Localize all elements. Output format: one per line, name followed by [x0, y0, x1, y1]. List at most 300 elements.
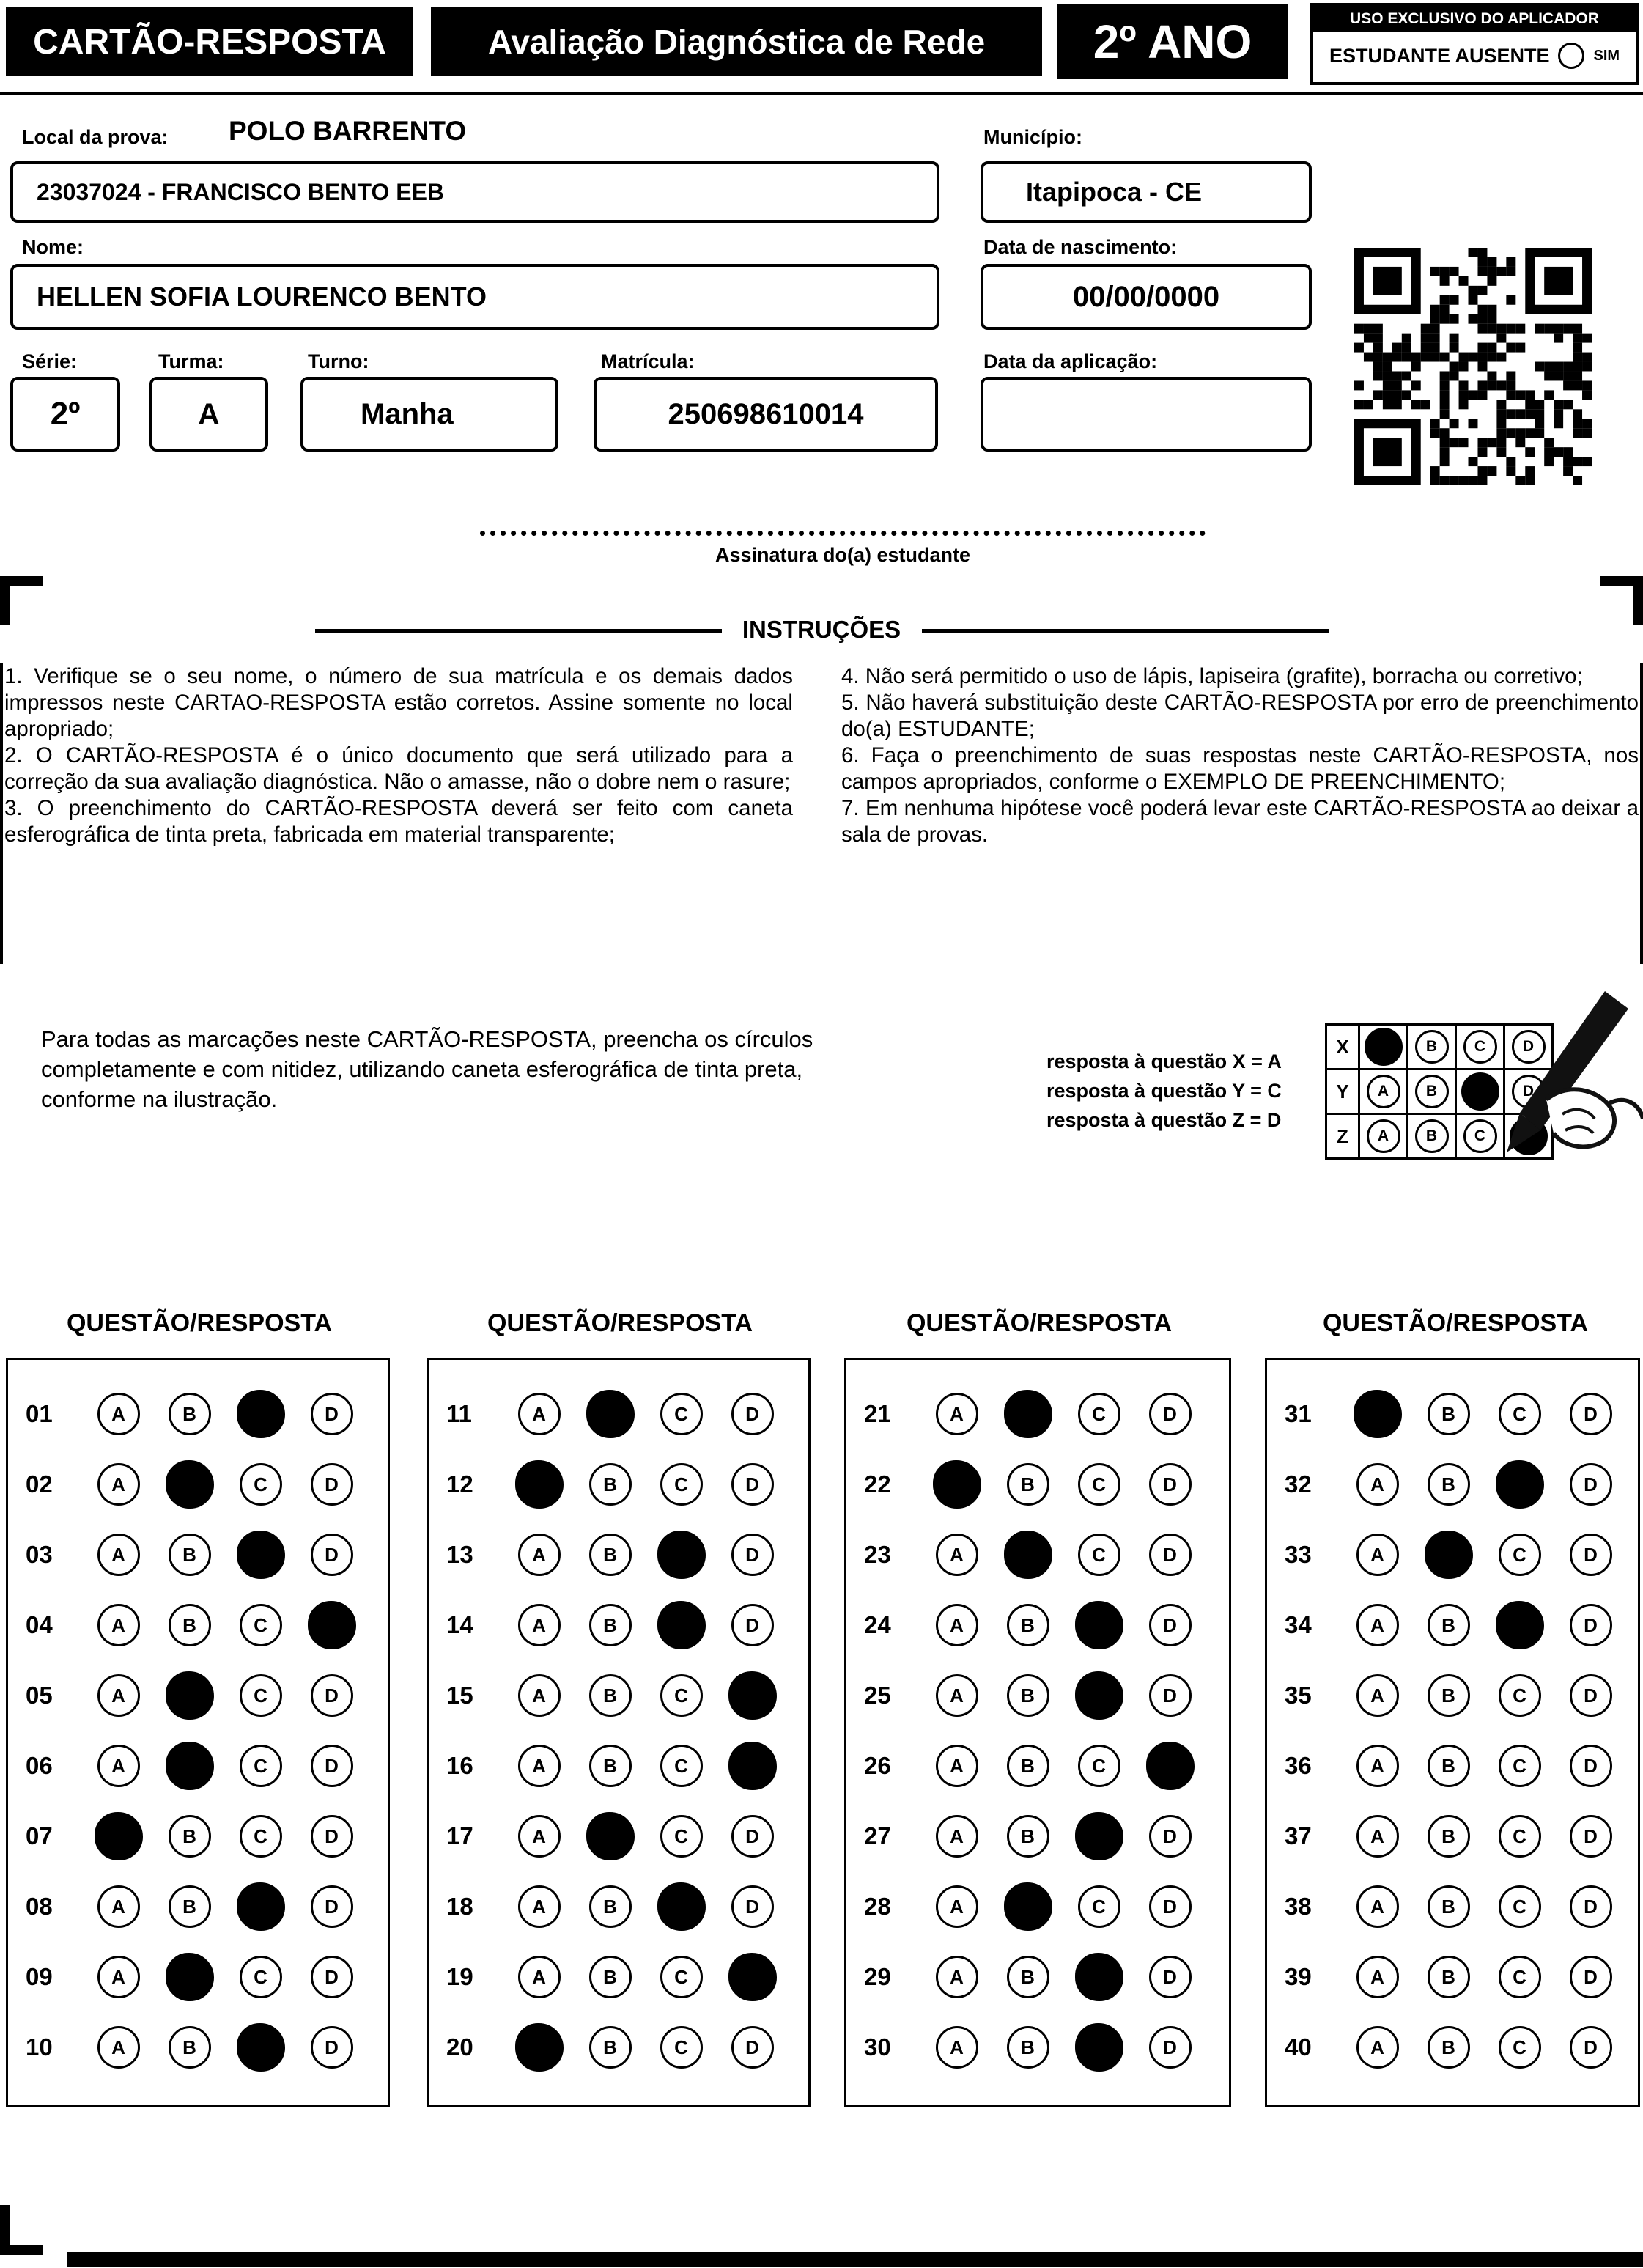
answer-bubble-14-A[interactable]: A: [518, 1604, 561, 1646]
turno-label: Turno:: [308, 350, 369, 372]
answers-column-4: [1265, 1358, 1640, 2107]
answer-bubble-04-B[interactable]: B: [169, 1604, 211, 1646]
answer-bubble-31-D[interactable]: D: [1570, 1393, 1612, 1435]
option-slot: [992, 1745, 1063, 1787]
option-slot: [503, 1815, 575, 1858]
option-slot: [1555, 1674, 1626, 1717]
answer-bubble-10-C[interactable]: [237, 2023, 285, 2072]
option-slot: [992, 1390, 1063, 1438]
option-slot: [646, 2026, 717, 2069]
answer-bubble-23-D[interactable]: D: [1149, 1534, 1192, 1576]
answer-bubble-05-C[interactable]: C: [240, 1674, 282, 1717]
option-slot: [1484, 1745, 1555, 1787]
answer-bubble-29-C[interactable]: [1075, 1953, 1123, 2001]
answer-bubble-15-A[interactable]: A: [518, 1674, 561, 1717]
option-slot: [1063, 1953, 1134, 2001]
answer-bubble-33-D[interactable]: D: [1570, 1534, 1612, 1576]
answers-column-header-3: QUESTÃO/RESPOSTA: [906, 1309, 1173, 1337]
option-slot: [503, 1534, 575, 1576]
answer-bubble-10-A[interactable]: A: [97, 2026, 140, 2069]
student-absent-label: ESTUDANTE AUSENTE: [1329, 44, 1550, 67]
answer-bubble-19-A[interactable]: A: [518, 1956, 561, 1998]
example-bubble-X-A: [1365, 1028, 1403, 1066]
answer-bubble-32-D[interactable]: D: [1570, 1463, 1612, 1506]
answer-bubble-02-B[interactable]: [166, 1460, 214, 1509]
answer-bubble-08-C[interactable]: [237, 1882, 285, 1931]
left-margin-rule: [0, 663, 3, 964]
option-slot: [921, 2026, 992, 2069]
answer-bubble-29-B[interactable]: B: [1007, 1956, 1049, 1998]
local-value: POLO BARRENTO: [229, 116, 467, 146]
option-slot: [575, 1674, 646, 1717]
option-slot: [1342, 1534, 1413, 1576]
answer-bubble-15-C[interactable]: C: [660, 1674, 703, 1717]
option-slot: [83, 1745, 154, 1787]
question-row-17: [446, 1801, 808, 1871]
answer-bubble-36-C[interactable]: C: [1499, 1745, 1541, 1787]
answer-bubble-40-D[interactable]: D: [1570, 2026, 1612, 2069]
option-slot: [1484, 1885, 1555, 1928]
option-slot: [575, 1745, 646, 1787]
answer-bubble-37-B[interactable]: B: [1428, 1815, 1470, 1858]
example-answer-key: [1046, 1047, 1282, 1135]
option-slot: [154, 1815, 225, 1858]
answer-bubble-20-C[interactable]: C: [660, 2026, 703, 2069]
question-number: 31: [1285, 1400, 1312, 1427]
question-number: 19: [446, 1963, 473, 1990]
answer-bubble-30-A[interactable]: A: [936, 2026, 978, 2069]
signature-line[interactable]: [480, 531, 1206, 536]
answer-bubble-10-B[interactable]: B: [169, 2026, 211, 2069]
answers-column-header-1: QUESTÃO/RESPOSTA: [66, 1309, 333, 1337]
answer-bubble-01-C[interactable]: [237, 1390, 285, 1438]
answer-bubble-19-D[interactable]: [728, 1953, 777, 2001]
option-slot: [154, 1534, 225, 1576]
answer-bubble-09-A[interactable]: A: [97, 1956, 140, 1998]
option-slot: [717, 1604, 788, 1646]
answer-bubble-11-D[interactable]: D: [731, 1393, 774, 1435]
answer-bubble-37-C[interactable]: C: [1499, 1815, 1541, 1858]
example-bubble-Z-B: B: [1415, 1119, 1449, 1153]
answer-bubble-38-D[interactable]: D: [1570, 1885, 1612, 1928]
answer-bubble-03-C[interactable]: [237, 1531, 285, 1579]
answer-bubble-27-B[interactable]: B: [1007, 1815, 1049, 1858]
answer-bubble-21-B[interactable]: [1004, 1390, 1052, 1438]
example-answer-line: resposta à questão Y = C: [1046, 1080, 1282, 1102]
option-slot: [1413, 1745, 1484, 1787]
answer-bubble-39-C[interactable]: C: [1499, 1956, 1541, 1998]
student-absent-bubble[interactable]: [1558, 43, 1584, 69]
answer-bubble-23-B[interactable]: [1004, 1531, 1052, 1579]
answer-bubble-12-B[interactable]: B: [589, 1463, 632, 1506]
answer-bubble-30-C[interactable]: [1075, 2023, 1123, 2072]
serie-field: 2º: [10, 377, 120, 452]
question-number: 33: [1285, 1541, 1312, 1568]
answer-bubble-27-D[interactable]: D: [1149, 1815, 1192, 1858]
option-slot: [1484, 1815, 1555, 1858]
answer-bubble-35-C[interactable]: C: [1499, 1674, 1541, 1717]
answer-bubble-25-D[interactable]: D: [1149, 1674, 1192, 1717]
answer-bubble-22-A[interactable]: [933, 1460, 981, 1509]
answer-bubble-07-A[interactable]: [95, 1812, 143, 1860]
matricula-field: 250698610014: [594, 377, 938, 452]
option-slot: [1413, 1885, 1484, 1928]
question-row-27: [864, 1801, 1229, 1871]
option-slot: [503, 1674, 575, 1717]
local-label: Local da prova:: [22, 126, 169, 148]
answer-bubble-02-C[interactable]: C: [240, 1463, 282, 1506]
answer-bubble-33-C[interactable]: C: [1499, 1534, 1541, 1576]
answer-bubble-06-D[interactable]: D: [311, 1745, 353, 1787]
answer-bubble-28-B[interactable]: [1004, 1882, 1052, 1931]
answer-bubble-16-B[interactable]: B: [589, 1745, 632, 1787]
answer-bubble-25-A[interactable]: A: [936, 1674, 978, 1717]
answer-bubble-01-D[interactable]: D: [311, 1393, 353, 1435]
option-slot: [225, 1604, 296, 1646]
answer-bubble-33-B[interactable]: [1425, 1531, 1473, 1579]
question-row-05: [26, 1660, 388, 1731]
answer-bubble-01-B[interactable]: B: [169, 1393, 211, 1435]
option-slot: [83, 1674, 154, 1717]
answer-bubble-28-A[interactable]: A: [936, 1885, 978, 1928]
example-bubble-Y-A: A: [1367, 1075, 1400, 1108]
answer-bubble-36-A[interactable]: A: [1356, 1745, 1399, 1787]
answer-bubble-11-B[interactable]: [586, 1390, 635, 1438]
question-row-33: [1285, 1520, 1638, 1590]
answer-bubble-06-B[interactable]: [166, 1742, 214, 1790]
answer-bubble-37-D[interactable]: D: [1570, 1815, 1612, 1858]
answer-bubble-22-D[interactable]: D: [1149, 1463, 1192, 1506]
option-slot: [296, 1601, 367, 1649]
answer-bubble-36-B[interactable]: B: [1428, 1745, 1470, 1787]
answer-bubble-35-A[interactable]: A: [1356, 1674, 1399, 1717]
answer-bubble-07-D[interactable]: D: [311, 1815, 353, 1858]
instructions-title-rule-right: [922, 629, 1329, 633]
aplicacao-field[interactable]: [981, 377, 1312, 452]
question-row-23: [864, 1520, 1229, 1590]
turno-field: Manha: [300, 377, 558, 452]
answer-bubble-09-B[interactable]: [166, 1953, 214, 2001]
question-row-14: [446, 1590, 808, 1660]
answer-bubble-12-D[interactable]: D: [731, 1463, 774, 1506]
option-slot: [1134, 1956, 1206, 1998]
question-number: 39: [1285, 1963, 1312, 1990]
question-number: 40: [1285, 2033, 1312, 2061]
answer-bubble-26-C[interactable]: C: [1078, 1745, 1120, 1787]
answer-bubble-21-A[interactable]: A: [936, 1393, 978, 1435]
question-number: 03: [26, 1541, 53, 1568]
option-slot: [646, 1882, 717, 1931]
option-slot: [646, 1956, 717, 1998]
answer-bubble-19-B[interactable]: B: [589, 1956, 632, 1998]
option-slot: [225, 1531, 296, 1579]
question-number: 16: [446, 1752, 473, 1779]
answer-bubble-04-C[interactable]: C: [240, 1604, 282, 1646]
example-answer-line: resposta à questão Z = D: [1046, 1109, 1282, 1131]
answer-bubble-03-A[interactable]: A: [97, 1534, 140, 1576]
answer-bubble-13-D[interactable]: D: [731, 1534, 774, 1576]
option-slot: [1063, 2023, 1134, 2072]
option-slot: [921, 1674, 992, 1717]
question-row-04: [26, 1590, 388, 1660]
answer-bubble-40-B[interactable]: B: [1428, 2026, 1470, 2069]
answer-bubble-28-C[interactable]: C: [1078, 1885, 1120, 1928]
nascimento-label: Data de nascimento:: [983, 236, 1178, 258]
option-slot: [503, 1745, 575, 1787]
option-slot: [1484, 1534, 1555, 1576]
answer-bubble-29-D[interactable]: D: [1149, 1956, 1192, 1998]
answer-bubble-35-D[interactable]: D: [1570, 1674, 1612, 1717]
answer-bubble-17-C[interactable]: C: [660, 1815, 703, 1858]
grade-badge: 2º ANO: [1057, 4, 1288, 79]
answer-bubble-25-C[interactable]: [1075, 1671, 1123, 1720]
answer-bubble-23-C[interactable]: C: [1078, 1534, 1120, 1576]
answer-bubble-05-B[interactable]: [166, 1671, 214, 1720]
option-slot: [1484, 1601, 1555, 1649]
option-slot: [717, 1815, 788, 1858]
answer-bubble-21-D[interactable]: D: [1149, 1393, 1192, 1435]
question-number: 13: [446, 1541, 473, 1568]
answer-bubble-03-D[interactable]: D: [311, 1534, 353, 1576]
option-slot: [992, 1604, 1063, 1646]
answer-bubble-38-A[interactable]: A: [1356, 1885, 1399, 1928]
answer-bubble-19-C[interactable]: C: [660, 1956, 703, 1998]
answer-bubble-16-A[interactable]: A: [518, 1745, 561, 1787]
answer-bubble-06-A[interactable]: A: [97, 1745, 140, 1787]
answer-bubble-38-C[interactable]: C: [1499, 1885, 1541, 1928]
answer-bubble-07-B[interactable]: B: [169, 1815, 211, 1858]
answer-bubble-35-B[interactable]: B: [1428, 1674, 1470, 1717]
answer-bubble-31-B[interactable]: B: [1428, 1393, 1470, 1435]
option-slot: [1063, 1885, 1134, 1928]
answer-bubble-18-A[interactable]: A: [518, 1885, 561, 1928]
answer-bubble-20-A[interactable]: [515, 2023, 564, 2072]
header-divider: [0, 92, 1643, 95]
answer-bubble-18-D[interactable]: D: [731, 1885, 774, 1928]
answer-bubble-25-B[interactable]: B: [1007, 1674, 1049, 1717]
option-slot: [1555, 1604, 1626, 1646]
answer-bubble-02-D[interactable]: D: [311, 1463, 353, 1506]
question-row-20: [446, 2012, 808, 2083]
answer-bubble-33-A[interactable]: A: [1356, 1534, 1399, 1576]
answer-bubble-28-D[interactable]: D: [1149, 1885, 1192, 1928]
answer-bubble-14-C[interactable]: [657, 1601, 706, 1649]
answer-bubble-26-B[interactable]: B: [1007, 1745, 1049, 1787]
answer-bubble-20-D[interactable]: D: [731, 2026, 774, 2069]
answer-bubble-14-D[interactable]: D: [731, 1604, 774, 1646]
question-number: 12: [446, 1470, 473, 1498]
answer-bubble-08-B[interactable]: B: [169, 1885, 211, 1928]
question-number: 02: [26, 1470, 53, 1498]
answer-bubble-14-B[interactable]: B: [589, 1604, 632, 1646]
option-slot: [1555, 2026, 1626, 2069]
option-slot: [1484, 1393, 1555, 1435]
answer-bubble-39-B[interactable]: B: [1428, 1956, 1470, 1998]
answer-bubble-22-C[interactable]: C: [1078, 1463, 1120, 1506]
option-slot: [921, 1604, 992, 1646]
option-slot: [83, 1463, 154, 1506]
marking-paragraph: Para todas as marcações neste CARTÃO-RESPOSTA, preencha os círculos completamente e com nitidez, utilizando caneta esferográfica de tinta preta, conforme na ilustração.: [41, 1026, 813, 1112]
option-slot: [296, 2026, 367, 2069]
example-answer-line: resposta à questão X = A: [1046, 1050, 1282, 1072]
answer-bubble-09-C[interactable]: C: [240, 1956, 282, 1998]
option-slot: [225, 1674, 296, 1717]
answer-bubble-24-C[interactable]: [1075, 1601, 1123, 1649]
answer-bubble-04-A[interactable]: A: [97, 1604, 140, 1646]
answer-bubble-13-B[interactable]: B: [589, 1534, 632, 1576]
option-slot: [921, 1745, 992, 1787]
answer-bubble-06-C[interactable]: C: [240, 1745, 282, 1787]
answers-column-1: [6, 1358, 390, 2107]
answer-bubble-40-C[interactable]: C: [1499, 2026, 1541, 2069]
answer-bubble-34-C[interactable]: [1496, 1601, 1544, 1649]
answer-bubble-38-B[interactable]: B: [1428, 1885, 1470, 1928]
answer-bubble-05-D[interactable]: D: [311, 1674, 353, 1717]
answer-bubble-15-D[interactable]: [728, 1671, 777, 1720]
answer-bubble-18-C[interactable]: [657, 1882, 706, 1931]
answer-bubble-24-D[interactable]: D: [1149, 1604, 1192, 1646]
option-slot: [1134, 1604, 1206, 1646]
answer-bubble-11-C[interactable]: C: [660, 1393, 703, 1435]
option-slot: [1342, 1956, 1413, 1998]
option-slot: [296, 1463, 367, 1506]
answer-bubble-15-B[interactable]: B: [589, 1674, 632, 1717]
option-slot: [503, 1604, 575, 1646]
answer-bubble-11-A[interactable]: A: [518, 1393, 561, 1435]
answer-bubble-32-C[interactable]: [1496, 1460, 1544, 1509]
question-number: 26: [864, 1752, 891, 1779]
answer-bubble-20-B[interactable]: B: [589, 2026, 632, 2069]
option-slot: [296, 1815, 367, 1858]
answer-bubble-13-A[interactable]: A: [518, 1534, 561, 1576]
answer-bubble-37-A[interactable]: A: [1356, 1815, 1399, 1858]
option-slot: [1342, 1815, 1413, 1858]
question-row-39: [1285, 1942, 1638, 2012]
option-slot: [1134, 1674, 1206, 1717]
answer-bubble-24-A[interactable]: A: [936, 1604, 978, 1646]
instructions-left-column: [4, 663, 793, 848]
answer-bubble-24-B[interactable]: B: [1007, 1604, 1049, 1646]
option-slot: [1342, 1745, 1413, 1787]
question-row-18: [446, 1871, 808, 1942]
question-number: 30: [864, 2033, 891, 2061]
option-slot: [1063, 1601, 1134, 1649]
answer-bubble-16-D[interactable]: [728, 1742, 777, 1790]
example-bubble-Y-D: D: [1512, 1075, 1546, 1108]
question-number: 18: [446, 1893, 473, 1920]
question-row-08: [26, 1871, 388, 1942]
question-number: 22: [864, 1470, 891, 1498]
answer-bubble-16-C[interactable]: C: [660, 1745, 703, 1787]
option-slot: [1413, 1674, 1484, 1717]
instruction-item: 4. Não será permitido o uso de lápis, lapiseira (grafite), borracha ou corretivo;: [841, 664, 1583, 688]
option-slot: [154, 1460, 225, 1509]
answer-bubble-30-B[interactable]: B: [1007, 2026, 1049, 2069]
answer-bubble-39-A[interactable]: A: [1356, 1956, 1399, 1998]
question-row-10: [26, 2012, 388, 2083]
answer-bubble-40-A[interactable]: A: [1356, 2026, 1399, 2069]
answer-bubble-27-A[interactable]: A: [936, 1815, 978, 1858]
option-slot: [1134, 1463, 1206, 1506]
answer-bubble-22-B[interactable]: B: [1007, 1463, 1049, 1506]
answer-bubble-32-A[interactable]: A: [1356, 1463, 1399, 1506]
answer-bubble-01-A[interactable]: A: [97, 1393, 140, 1435]
question-row-35: [1285, 1660, 1638, 1731]
answer-bubble-31-A[interactable]: [1354, 1390, 1402, 1438]
option-slot: [154, 1393, 225, 1435]
option-slot: [83, 1534, 154, 1576]
aplicacao-label: Data da aplicação:: [983, 350, 1158, 372]
answer-bubble-27-C[interactable]: [1075, 1812, 1123, 1860]
question-row-37: [1285, 1801, 1638, 1871]
answer-bubble-29-A[interactable]: A: [936, 1956, 978, 1998]
question-row-22: [864, 1449, 1229, 1520]
answer-bubble-21-C[interactable]: C: [1078, 1393, 1120, 1435]
answer-bubble-13-C[interactable]: [657, 1531, 706, 1579]
option-slot: [1413, 2026, 1484, 2069]
answer-bubble-03-B[interactable]: B: [169, 1534, 211, 1576]
question-row-15: [446, 1660, 808, 1731]
answer-bubble-10-D[interactable]: D: [311, 2026, 353, 2069]
question-number: 37: [1285, 1822, 1312, 1849]
answer-bubble-17-B[interactable]: [586, 1812, 635, 1860]
answer-bubble-39-D[interactable]: D: [1570, 1956, 1612, 1998]
answer-bubble-26-A[interactable]: A: [936, 1745, 978, 1787]
option-slot: [1555, 1463, 1626, 1506]
answer-bubble-05-A[interactable]: A: [97, 1674, 140, 1717]
answer-bubble-34-B[interactable]: B: [1428, 1604, 1470, 1646]
option-slot: [575, 1956, 646, 1998]
option-slot: [575, 2026, 646, 2069]
question-row-02: [26, 1449, 388, 1520]
option-slot: [646, 1531, 717, 1579]
answer-bubble-30-D[interactable]: D: [1149, 2026, 1192, 2069]
answer-bubble-34-D[interactable]: D: [1570, 1604, 1612, 1646]
example-bubble-X-B: B: [1415, 1030, 1449, 1064]
answer-bubble-07-C[interactable]: C: [240, 1815, 282, 1858]
answer-bubble-04-D[interactable]: [308, 1601, 356, 1649]
option-slot: [1555, 1534, 1626, 1576]
answer-bubble-12-C[interactable]: C: [660, 1463, 703, 1506]
option-slot: [575, 1534, 646, 1576]
answer-bubble-31-C[interactable]: C: [1499, 1393, 1541, 1435]
option-slot: [225, 2023, 296, 2072]
answer-bubble-08-A[interactable]: A: [97, 1885, 140, 1928]
answer-bubble-08-D[interactable]: D: [311, 1885, 353, 1928]
student-absent-option-label: SIM: [1593, 47, 1620, 64]
answer-bubble-23-A[interactable]: A: [936, 1534, 978, 1576]
answer-bubble-26-D[interactable]: [1146, 1742, 1195, 1790]
answer-bubble-17-D[interactable]: D: [731, 1815, 774, 1858]
answer-bubble-09-D[interactable]: D: [311, 1956, 353, 1998]
example-bubble-Y-C: [1461, 1072, 1499, 1111]
option-slot: [1413, 1531, 1484, 1579]
example-cell: [1408, 1068, 1457, 1115]
option-slot: [1413, 1393, 1484, 1435]
option-slot: [646, 1745, 717, 1787]
answer-bubble-36-D[interactable]: D: [1570, 1745, 1612, 1787]
instruction-item: 1. Verifique se o seu nome, o número de sua matrícula e os demais dados impressos neste CARTAO-RESPOSTA estão corretos. Assine somente no local apropriado;: [4, 664, 793, 741]
answer-bubble-34-A[interactable]: A: [1356, 1604, 1399, 1646]
answer-bubble-17-A[interactable]: A: [518, 1815, 561, 1858]
nome-field: HELLEN SOFIA LOURENCO BENTO: [10, 264, 939, 330]
answer-bubble-32-B[interactable]: B: [1428, 1463, 1470, 1506]
answer-bubble-12-A[interactable]: [515, 1460, 564, 1509]
instruction-item: 5. Não haverá substituição deste CARTÃO-RESPOSTA por erro de preenchimento do(a) ESTUDANTE;: [841, 690, 1639, 741]
question-row-06: [26, 1731, 388, 1801]
answer-bubble-18-B[interactable]: B: [589, 1885, 632, 1928]
answer-bubble-02-A[interactable]: A: [97, 1463, 140, 1506]
